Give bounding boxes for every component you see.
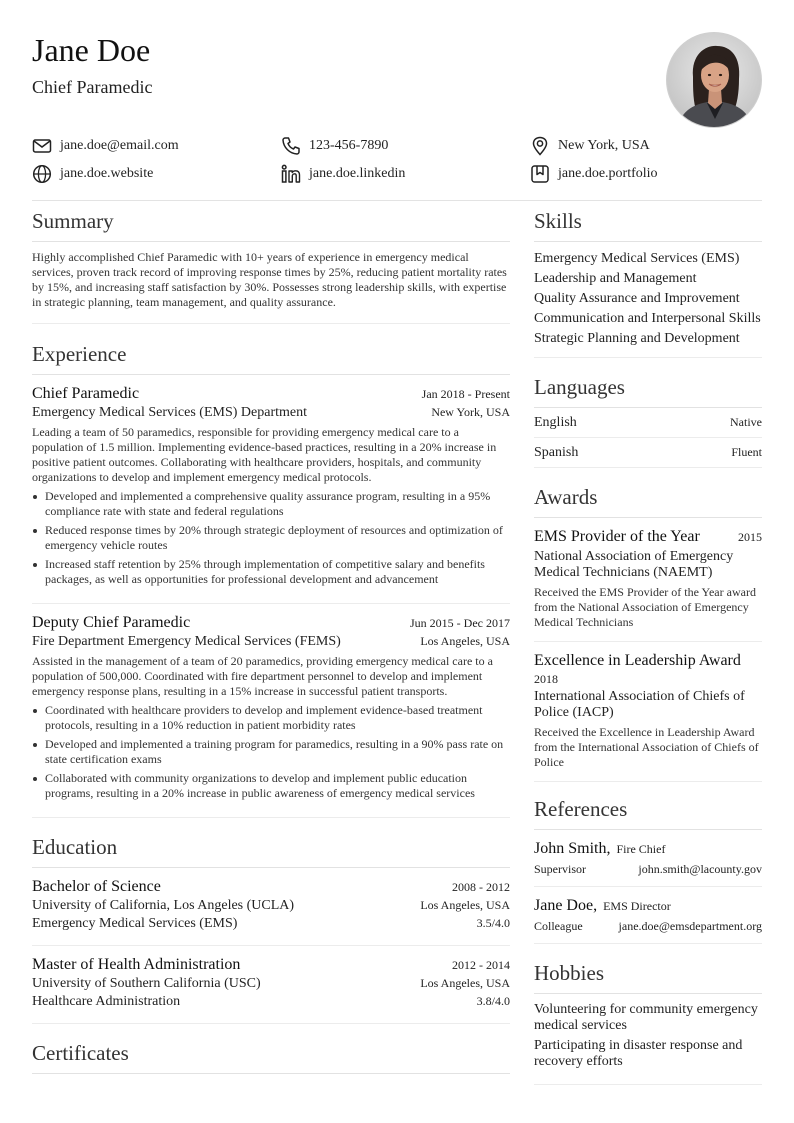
education-field: Healthcare Administration [32,994,181,1009]
languages-heading: Languages [534,374,762,408]
hobbies-heading: Hobbies [534,960,762,994]
experience-location: Los Angeles, USA [420,634,510,648]
portfolio-icon [530,164,550,184]
hobbies-section [534,960,762,1085]
experience-title: Chief Paramedic [32,385,140,402]
education-section [32,834,510,1024]
award-year: 2018 [534,672,558,686]
experience-dates: Jun 2015 - Dec 2017 [410,616,510,630]
award-entry [534,518,762,642]
left-column [32,208,510,1074]
skills-heading: Skills [534,208,762,242]
education-entry [32,868,510,946]
awards-section [534,484,762,782]
experience-org: Emergency Medical Services (EMS) Department [32,405,307,420]
education-dates: 2008 - 2012 [452,880,510,894]
hobbies-list [534,994,762,1085]
skill-item: Leadership and Management [534,271,697,286]
linkedin-icon [281,164,301,184]
bullet-item: Coordinated with healthcare providers to develop and implement evidence-based treatment protocols, resulting in a 10% reduction in patient morbidity rates [32,703,510,733]
contact-portfolio[interactable] [530,163,658,185]
language-level: Native [730,415,762,429]
education-school: University of Southern California (USC) [32,976,261,991]
language-name: English [534,415,577,430]
education-entry [32,946,510,1024]
education-location: Los Angeles, USA [420,898,510,912]
education-field: Emergency Medical Services (EMS) [32,916,238,931]
contact-linkedin[interactable] [281,163,405,185]
reference-entry [534,830,762,887]
reference-title: Fire Chief [616,842,666,856]
experience-dates: Jan 2018 - Present [421,387,510,401]
location-pin-icon [530,136,550,156]
award-year: 2015 [738,530,762,544]
award-title: EMS Provider of the Year [534,528,700,545]
right-column [534,208,762,1085]
education-dates: 2012 - 2014 [452,958,510,972]
experience-bullets [32,703,510,801]
summary-section [32,208,510,324]
experience-heading: Experience [32,341,510,375]
profile-photo-image [667,33,762,128]
reference-relation: Supervisor [534,862,586,876]
skill-item: Quality Assurance and Improvement [534,291,740,306]
language-level: Fluent [731,445,762,459]
award-entry [534,642,762,782]
education-school: University of California, Los Angeles (UCLA) [32,898,295,913]
experience-location: New York, USA [431,405,510,419]
contact-linkedin-text: jane.doe.linkedin [309,166,406,181]
reference-name: John Smith, [534,840,611,857]
reference-relation: Colleague [534,919,583,933]
reference-name: Jane Doe, [534,897,598,914]
contact-website-text: jane.doe.website [60,166,154,181]
experience-entry [32,375,510,604]
skill-item: Strategic Planning and Development [534,331,740,346]
contact-email-text: jane.doe@email.com [60,138,179,153]
education-gpa: 3.8/4.0 [476,994,510,1008]
hobby-item: Volunteering for community emergency medical services [534,1002,758,1033]
education-gpa: 3.5/4.0 [476,916,510,930]
experience-title: Deputy Chief Paramedic [32,614,191,631]
education-location: Los Angeles, USA [420,976,510,990]
summary-text: Highly accomplished Chief Paramedic with 10+ years of experience in emergency medical services, proven track record of improving response times by 25%, reducing patient mortality rates by 15%, and increasing staff satisfaction by 30%. Possesses strong leadership skills, with expertise in strategic planning, team management, and quality assurance. [32,242,510,324]
bullet-item: Reduced response times by 20% through strategic deployment of resources and optimization of emergency vehicle routes [32,523,510,553]
skill-item: Communication and Interpersonal Skills [534,311,761,326]
reference-email[interactable]: jane.doe@emsdepartment.org [618,919,762,933]
reference-email[interactable]: john.smith@lacounty.gov [638,862,762,876]
award-description: Received the EMS Provider of the Year award from the National Association of Emergency Medical Technicians [534,585,756,629]
reference-entry [534,887,762,944]
summary-heading: Summary [32,208,510,242]
bullet-item: Collaborated with community organizations to develop and implement public education programs, resulting in a 20% increase in public awareness of emergency medical services [32,771,510,801]
skill-item: Emergency Medical Services (EMS) [534,251,740,266]
contact-phone-text: 123-456-7890 [309,138,389,153]
languages-section [534,374,762,468]
education-degree: Master of Health Administration [32,956,241,973]
experience-entry [32,604,510,818]
experience-description: Assisted in the management of a team of 20 paramedics, providing emergency medical care to a population of 500,000. Coordinated with fire department personnel to develop and implement emergency response plans, resulting in a 15% increase in successful patient transports. [32,654,493,698]
experience-bullets [32,489,510,587]
language-item [534,438,762,468]
experience-org: Fire Department Emergency Medical Services (FEMS) [32,634,341,649]
contact-website[interactable] [32,163,153,185]
certificates-heading: Certificates [32,1040,510,1074]
globe-icon [32,164,52,184]
reference-title: EMS Director [603,899,671,913]
skills-section [534,208,762,358]
education-heading: Education [32,834,510,868]
contact-portfolio-text: jane.doe.portfolio [558,166,658,181]
bullet-item: Increased staff retention by 25% through implementation of competitive salary and benefits packages, as well as opportunities for professional development and advancement [32,557,510,587]
award-org: International Association of Chiefs of Police (IACP) [534,689,745,720]
bullet-item: Developed and implemented a comprehensive quality assurance program, resulting in a 95% compliance rate with state and federal regulations [32,489,510,519]
experience-description: Leading a team of 50 paramedics, responsible for providing emergency medical care to a population of 1.5 million. Implementing evidence-based practices, resulting in a 20% increase in positive patient outcomes. Collaborating with healthcare providers, hospitals, and community organizations to develop and implement emergency medical protocols. [32,425,497,484]
award-org: National Association of Emergency Medical Technicians (NAEMT) [534,549,734,580]
envelope-icon [32,136,52,156]
hobby-item: Participating in disaster response and recovery efforts [534,1038,743,1069]
certificates-section [32,1040,510,1074]
bullet-item: Developed and implemented a training program for paramedics, resulting in a 90% pass rate on state certification exams [32,737,510,767]
language-name: Spanish [534,445,579,460]
references-section [534,796,762,944]
award-description: Received the Excellence in Leadership Award from the International Association of Chiefs of Police [534,725,759,769]
contact-location-text: New York, USA [558,138,650,153]
candidate-name: Jane Doe [32,32,151,68]
references-heading: References [534,796,762,830]
experience-section [32,341,510,818]
contact-location [530,135,650,157]
contact-email[interactable] [32,135,179,157]
job-title: Chief Paramedic [32,77,153,97]
profile-photo [666,32,762,128]
awards-heading: Awards [534,484,762,518]
contact-phone[interactable] [281,135,388,157]
header-divider [32,200,762,201]
education-degree: Bachelor of Science [32,878,161,895]
award-title: Excellence in Leadership Award [534,652,741,669]
phone-icon [281,136,301,156]
skills-list [534,242,762,358]
language-item [534,408,762,438]
